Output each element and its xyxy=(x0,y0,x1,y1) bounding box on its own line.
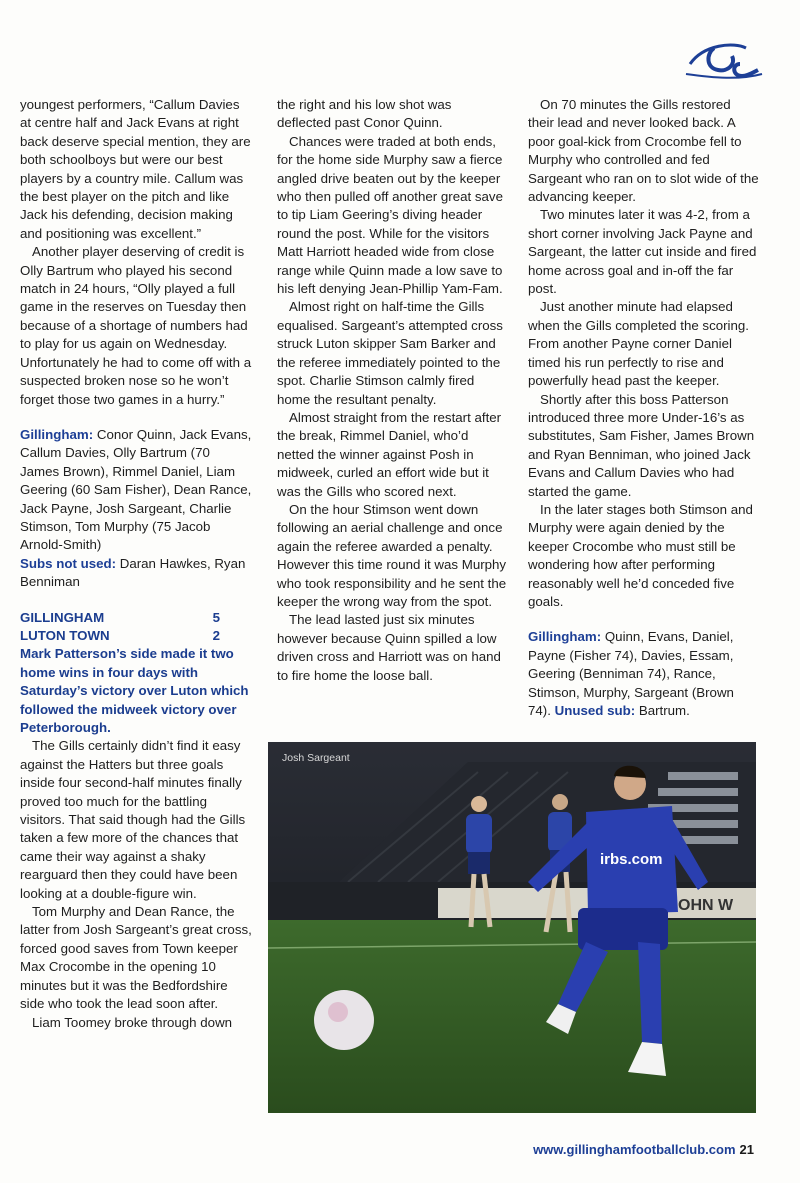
away-team: LUTON TOWN xyxy=(20,627,110,643)
shirt-text: irbs.com xyxy=(600,851,663,868)
paragraph: Almost straight from the restart after the break, Rimmel Daniel, who’d netted the winner against Posh in midweek, curled an effort wide but it was the Gills who scored next. xyxy=(277,409,502,499)
paragraph: Another player deserving of credit is Olly Bartrum who played his second match in 24 hours, “Olly played a full game in the reserves on Tuesday then because of a shortage of numbers had to play for us again on Wednesday. Unfortunately he had to come off with a suspected broken nose so he won’t forget those two games in a hurry.” xyxy=(20,244,252,407)
article-column-1 xyxy=(20,96,252,1032)
subs xyxy=(20,555,252,592)
lineup-label: Gillingham: xyxy=(20,426,94,442)
paragraph: On 70 minutes the Gills restored their lead and never looked back. A poor goal-kick from Crocombe fell to Murphy who controlled and fed Sargeant who ran on to slot wide of the advancing keeper. xyxy=(528,97,759,205)
match-photo xyxy=(268,742,756,1113)
away-score: 2 xyxy=(212,627,220,643)
club-logo xyxy=(684,34,764,84)
lineup-text: Quinn, Evans, Daniel, Payne (Fisher 74), Davies, Essam, Geering (Benniman 74), Rance, Stimson, Murphy, Sargeant (Brown 74). xyxy=(528,629,734,718)
article-column-2 xyxy=(277,96,509,685)
paragraph: Tom Murphy and Dean Rance, the latter from Josh Sargeant’s great cross, forced good saves from Town keeper Max Crocombe in the opening 10 minutes but it was the Bedfordshire side who took the lead soon after. xyxy=(20,904,252,1012)
home-score: 5 xyxy=(212,609,220,625)
paragraph: The lead lasted just six minutes however because Quinn spilled a low driven cross and Harriott was on hand to fire home the loose ball. xyxy=(277,612,501,683)
paragraph: In the later stages both Stimson and Murphy were again denied by the keeper Crocombe who must still be wondering how after performing reasonably well he’d conceded five goals. xyxy=(528,501,753,609)
lineup-text: Conor Quinn, Jack Evans, Callum Davies, Olly Bartrum (70 James Brown), Rimmel Daniel, Liam Geering (60 Sam Fisher), Dean Rance, Jack Payne, Josh Sargeant, Charlie Stimson, Tom Murphy (75 Jacob Arnold-Smith) xyxy=(20,426,252,553)
scoreline xyxy=(20,609,252,646)
page-footer xyxy=(533,1142,754,1157)
unused-text: Bartrum. xyxy=(635,703,690,718)
lineup xyxy=(20,426,252,555)
footer-url[interactable]: www.gillinghamfootballclub.com xyxy=(533,1142,736,1157)
paragraph: Liam Toomey broke through down xyxy=(32,1014,233,1030)
score-row-home xyxy=(20,609,252,627)
paragraph: Two minutes later it was 4-2, from a short corner involving Jack Payne and Sargeant, the latter cut inside and fired home across goal and in-off the far post. xyxy=(528,207,757,297)
paragraph: youngest performers, “Callum Davies at centre half and Jack Evans at right back deserve special mention, they are both schoolboys but were our best players by a country mile. Callum was the best player on the pitch and like Jack his defending, decision making and positioning was excellent.” xyxy=(20,97,251,241)
lineup-label: Gillingham: xyxy=(528,629,602,645)
paragraph: On the hour Stimson went down following an aerial challenge and once again the referee awarded a penalty. However this time round it was Murphy who took responsibility and he sent the keeper the wrong way from the spot. xyxy=(277,501,507,609)
paragraph: the right and his low shot was deflected past Conor Quinn. xyxy=(277,97,452,131)
lineup xyxy=(528,628,760,720)
subs-text: Daran Hawkes, Ryan Benniman xyxy=(20,555,246,590)
board-text: OHN W xyxy=(678,897,734,914)
page-number: 21 xyxy=(739,1142,754,1157)
paragraph: The Gills certainly didn’t find it easy against the Hatters but three goals inside four second-half minutes finally proved too much for the battling visitors. That said though had the Gills taken a few more of the chances that came their way against a shaky rearguard then they could have been looking at a double-figure win. xyxy=(20,738,246,901)
photo-caption: Josh Sargeant xyxy=(282,752,350,764)
article-intro: Mark Patterson’s side made it two home wins in four days with Saturday’s victory over Luton which followed the midweek victory over Peterborough. xyxy=(20,646,249,735)
article-column-3 xyxy=(528,96,760,720)
subs-label: Subs not used: xyxy=(20,555,117,571)
photo-illustration xyxy=(268,742,756,1113)
paragraph: Almost right on half-time the Gills equalised. Sargeant’s attempted cross struck Luton skipper Sam Barker and the referee immediately pointed to the spot. Charlie Stimson calmly fired home the resultant penalty. xyxy=(277,299,503,407)
paragraph: Chances were traded at both ends, for the home side Murphy saw a fierce angled drive beaten out by the keeper who then pulled off another great save to tip Liam Geering’s diving header round the post. While for the visitors Matt Harriott headed wide from close range while Quinn made a low save to his left denying Jean-Phillip Yam-Fam. xyxy=(277,133,503,297)
score-row-away xyxy=(20,627,252,645)
home-team: GILLINGHAM xyxy=(20,609,105,625)
paragraph: Shortly after this boss Patterson introduced three more Under-16’s as substitutes, Sam Fisher, James Brown and Ryan Benniman, who joined Jack Evans and Callum Davies who had started the game. xyxy=(528,391,755,499)
paragraph: Just another minute had elapsed when the Gills completed the scoring. From another Payne corner Daniel timed his run perfectly to rise and powerfully head past the keeper. xyxy=(528,299,749,389)
unused-label: Unused sub: xyxy=(554,703,636,718)
